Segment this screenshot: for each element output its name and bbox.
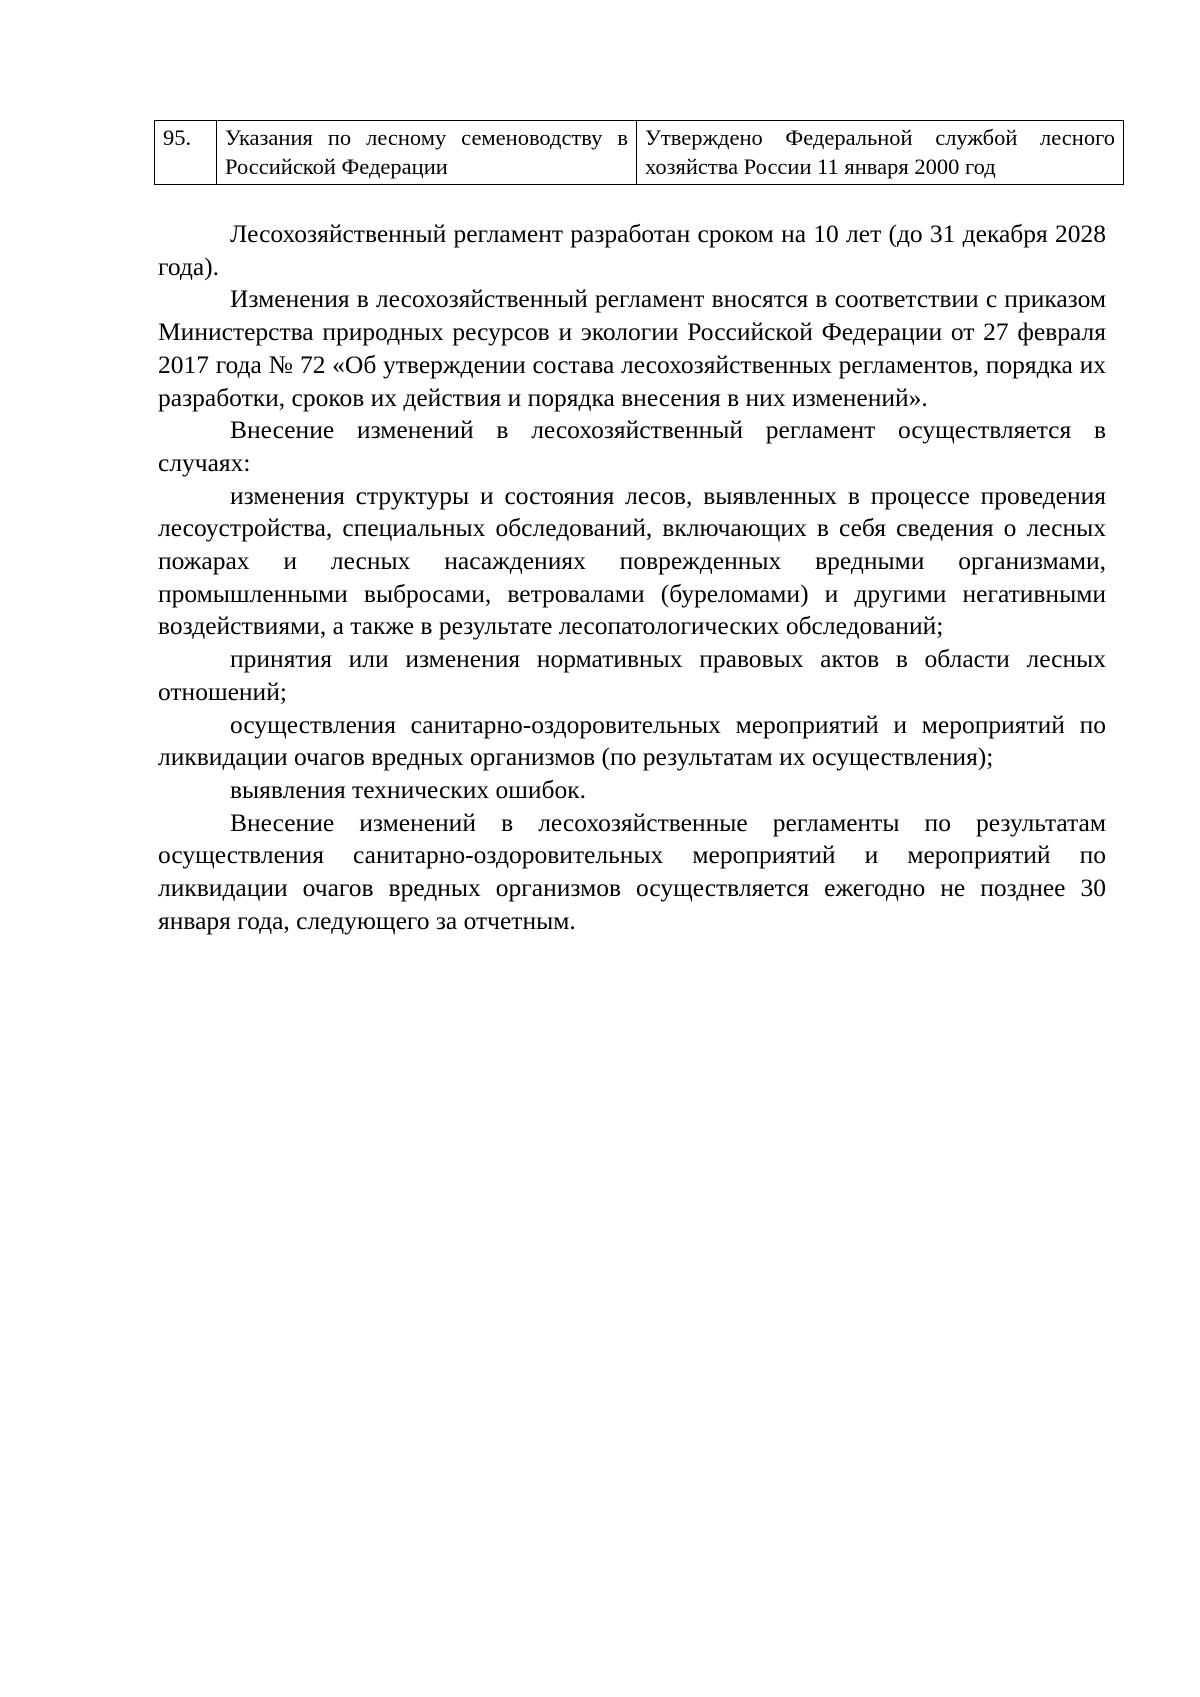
paragraph-amendment-basis: Изменения в лесохозяйственный регламент вносятся в соответствии с приказом Министерства природных ресурсов и экологии Российской Федерации от 27 февраля 2017 года № 72 «Об утверждении состава лесохозяйственных регламентов, порядка их разработки, сроков их действия и порядка внесения в них изменений». [158,284,1106,412]
paragraph-case-forest-structure: изменения структуры и состояния лесов, выявленных в процессе проведения лесоустройства, специальных обследований, включающих в себя сведения о лесных пожарах и лесных насаждениях поврежденных вредными организмами, промышленными выбросами, ветровалами (буреломами) и другими негативными воздействиями, а также в результате лесопатологических обследований; [158,480,1106,641]
paragraph-case-technical-errors: выявления технических ошибок. [230,774,586,804]
table-row [155,121,1124,185]
paragraph-case-sanitary-measures: осуществления санитарно-оздоровительных мероприятий и мероприятий по ликвидации очагов вредных организмов (по результатам их осуществления); [158,709,1106,772]
paragraph-term: Лесохозяйственный регламент разработан сроком на 10 лет (до 31 декабря 2028 года). [158,219,1106,281]
document-name-cell: Указания по лесному семеноводству в Российской Федерации [217,121,637,185]
paragraph-amendment-cases-intro: Внесение изменений в лесохозяйственный регламент осуществляется в случаях: [158,415,1106,477]
paragraph-case-legal-acts: принятия или изменения нормативных правовых актов в области лесных отношений; [158,644,1106,706]
approval-info-cell: Утверждено Федеральной службой лесного хозяйства России 11 января 2000 год [637,121,1124,185]
paragraph-annual-deadline: Внесение изменений в лесохозяйственные регламенты по результатам осуществления санитарно-оздоровительных мероприятий и мероприятий по ликвидации очагов вредных организмов осуществляется ежегодно не позднее 30 января года, следующего за отчетным. [158,807,1106,935]
regulations-table [154,120,1124,185]
row-number-cell: 95. [155,121,217,185]
body-text [158,218,1106,937]
